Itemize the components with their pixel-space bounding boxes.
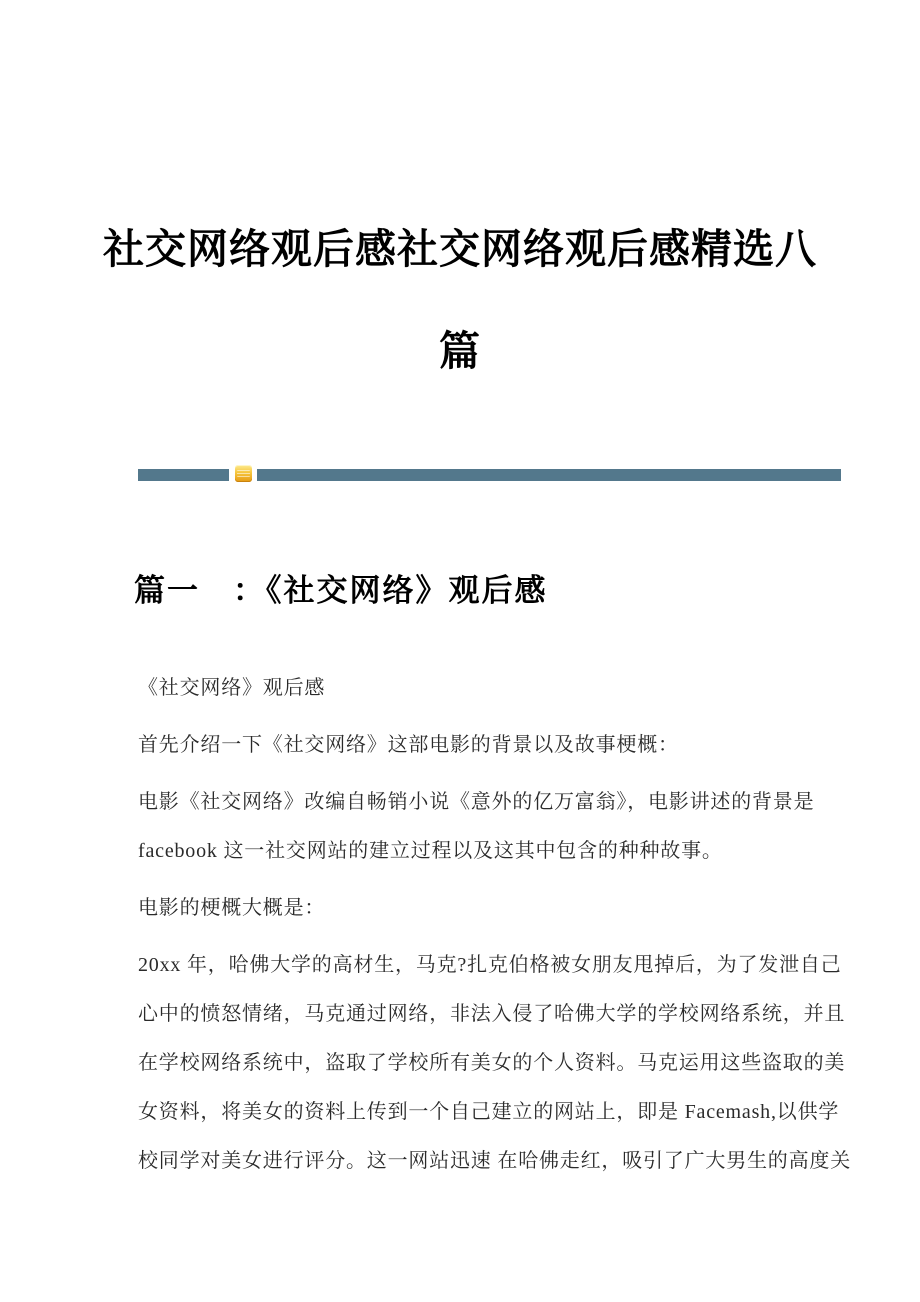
paragraph-line: 20xx 年，哈佛大学的高材生，马克?扎克伯格被女朋友甩掉后，为了发泄自己 [138, 954, 842, 976]
paragraph-line: facebook 这一社交网站的建立过程以及这其中包含的种种故事。 [138, 840, 723, 862]
divider-bar-left [138, 469, 229, 481]
paragraph-line: 电影的梗概大概是： [138, 897, 326, 919]
paragraph-line: 《社交网络》观后感 [138, 677, 326, 699]
paragraph-line: 女资料，将美女的资料上传到一个自己建立的网站上，即是 Facemash,以供学 [138, 1101, 840, 1123]
section-divider [138, 469, 841, 481]
paragraph [138, 775, 850, 873]
document-body [138, 661, 850, 1191]
section-heading: 篇一 ：《社交网络》观后感 [134, 573, 548, 608]
paragraph [138, 661, 850, 710]
divider-bar-right [257, 469, 841, 481]
gold-envelope-icon [235, 465, 252, 482]
paragraph-line: 首先介绍一下《社交网络》这部电影的背景以及故事梗概： [138, 734, 679, 756]
paragraph-line: 校同学对美女进行评分。这一网站迅速 在哈佛走红，吸引了广大男生的高度关 [138, 1150, 851, 1172]
document-title-line-1: 社交网络观后感社交网络观后感精选八 [103, 226, 817, 272]
paragraph-line: 在学校网络系统中，盗取了学校所有美女的个人资料。马克运用这些盗取的美 [138, 1052, 846, 1074]
paragraph [138, 718, 850, 767]
paragraph [138, 938, 850, 1183]
document-title-line-2: 篇 [439, 328, 481, 374]
paragraph-line: 电影《社交网络》改编自畅销小说《意外的亿万富翁》，电影讲述的背景是 [138, 791, 815, 813]
paragraph-line: 心中的愤怒情绪，马克通过网络，非法入侵了哈佛大学的学校网络系统，并且 [138, 1003, 846, 1025]
document-title [60, 198, 860, 402]
paragraph [138, 881, 850, 930]
